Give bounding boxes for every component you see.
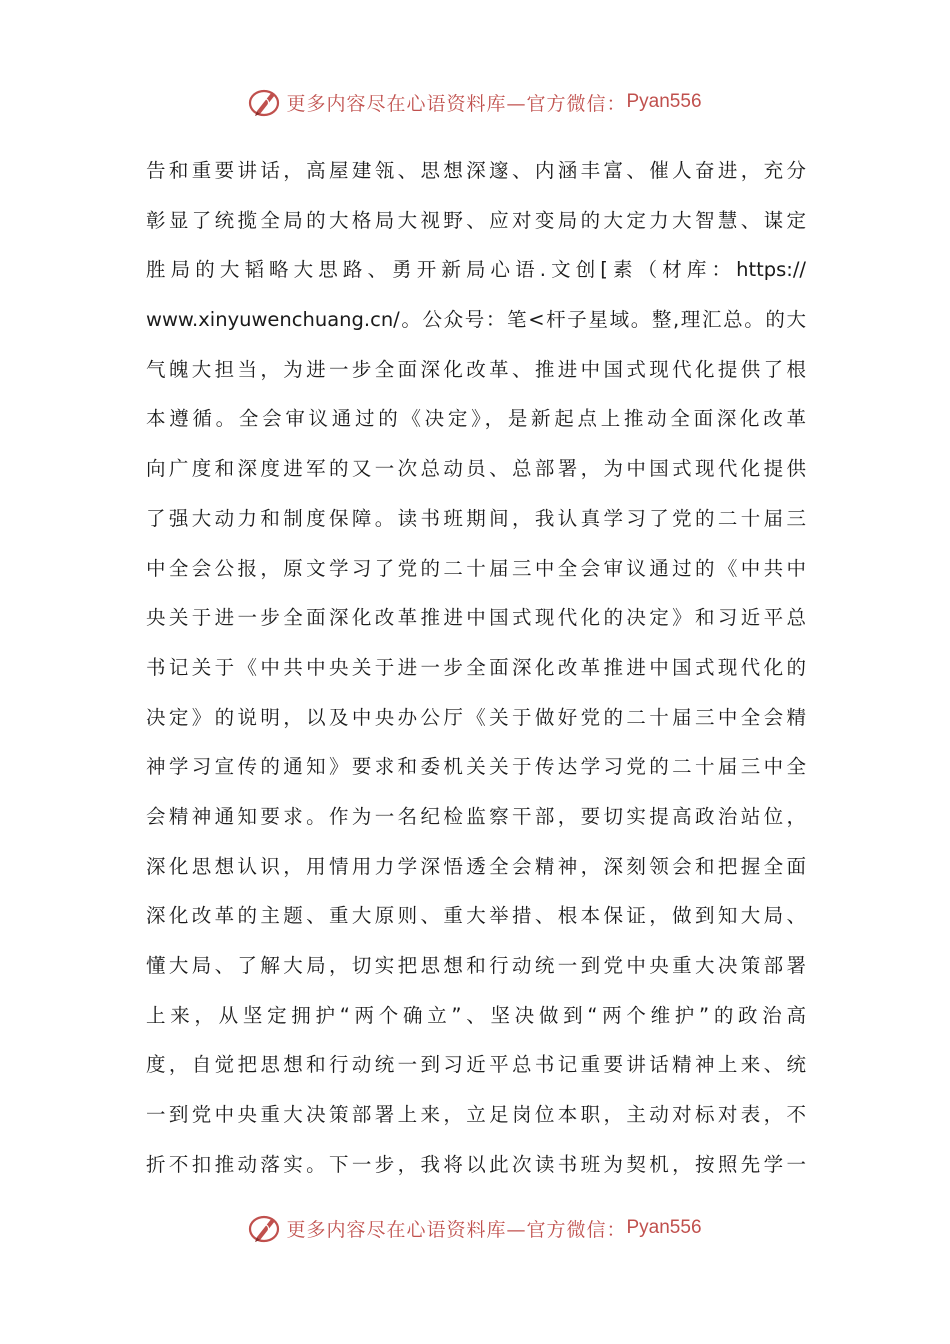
pen-logo-icon bbox=[248, 85, 282, 119]
text-line: 深化改革的主题、重大原则、重大举措、根本保证，做到知大局、 bbox=[146, 904, 806, 928]
text-line: 度，自觉把思想和行动统一到习近平总书记重要讲话精神上来、统 bbox=[146, 1053, 806, 1077]
text-line: 一到党中央重大决策部署上来，立足岗位本职，主动对标对表，不 bbox=[146, 1103, 806, 1127]
text-line: 央关于进一步全面深化改革推进中国式现代化的决定》和习近平总 bbox=[146, 606, 806, 630]
text-line: 会精神通知要求。作为一名纪检监察干部，要切实提高政治站位， bbox=[146, 804, 806, 828]
text-line: 气魄大担当，为进一步全面深化改革、推进中国式现代化提供了根 bbox=[146, 357, 806, 381]
header-banner bbox=[0, 82, 950, 122]
text-line: 神学习宣传的通知》要求和委机关关于传达学习党的二十届三中全 bbox=[146, 755, 806, 779]
text-line: 决定》的说明，以及中央办公厅《关于做好党的二十届三中全会精 bbox=[146, 705, 806, 729]
text-line: 上来，从坚定拥护“两个确立”、坚决做到“两个维护”的政治高 bbox=[146, 1003, 806, 1027]
text-line: 书记关于《中共中央关于进一步全面深化改革推进中国式现代化的 bbox=[146, 655, 806, 679]
text-line: 向广度和深度进军的又一次总动员、总部署，为中国式现代化提供 bbox=[146, 457, 806, 481]
text-line: 本遵循。全会审议通过的《决定》，是新起点上推动全面深化改革 bbox=[146, 407, 806, 431]
document-body bbox=[146, 146, 806, 1189]
wechat-handle: Pyan556 bbox=[626, 91, 702, 112]
text-line: 告和重要讲话，高屋建瓴、思想深邃、内涵丰富、催人奋进，充分 bbox=[146, 159, 806, 182]
banner-text: 更多内容尽在心语资料库—官方微信： bbox=[286, 92, 627, 115]
text-line: 彰显了统揽全局的大格局大视野、应对变局的大定力大智慧、谋定 bbox=[146, 208, 806, 232]
text-line: 胜局的大韬略大思路、勇开新局心语.文创[素（材库：https:// bbox=[146, 258, 806, 282]
text-line: 懂大局、了解大局，切实把思想和行动统一到党中央重大决策部署 bbox=[146, 954, 806, 977]
pen-logo-icon bbox=[248, 1211, 282, 1245]
text-line: 中全会公报，原文学习了党的二十届三中全会审议通过的《中共中 bbox=[146, 556, 806, 580]
text-line: 了强大动力和制度保障。读书班期间，我认真学习了党的二十届三 bbox=[146, 506, 806, 530]
text-line: www.xinyuwenchuang.cn/。公众号：笔<杆子星域。整,理汇总。的大 bbox=[146, 308, 806, 332]
text-line: 深化思想认识，用情用力学深悟透全会精神，深刻领会和把握全面 bbox=[146, 854, 806, 878]
wechat-handle: Pyan556 bbox=[626, 1217, 702, 1238]
banner-text: 更多内容尽在心语资料库—官方微信： bbox=[286, 1218, 627, 1241]
text-line: 折不扣推动落实。下一步，我将以此次读书班为契机，按照先学一 bbox=[146, 1152, 806, 1176]
footer-banner bbox=[0, 1208, 950, 1248]
